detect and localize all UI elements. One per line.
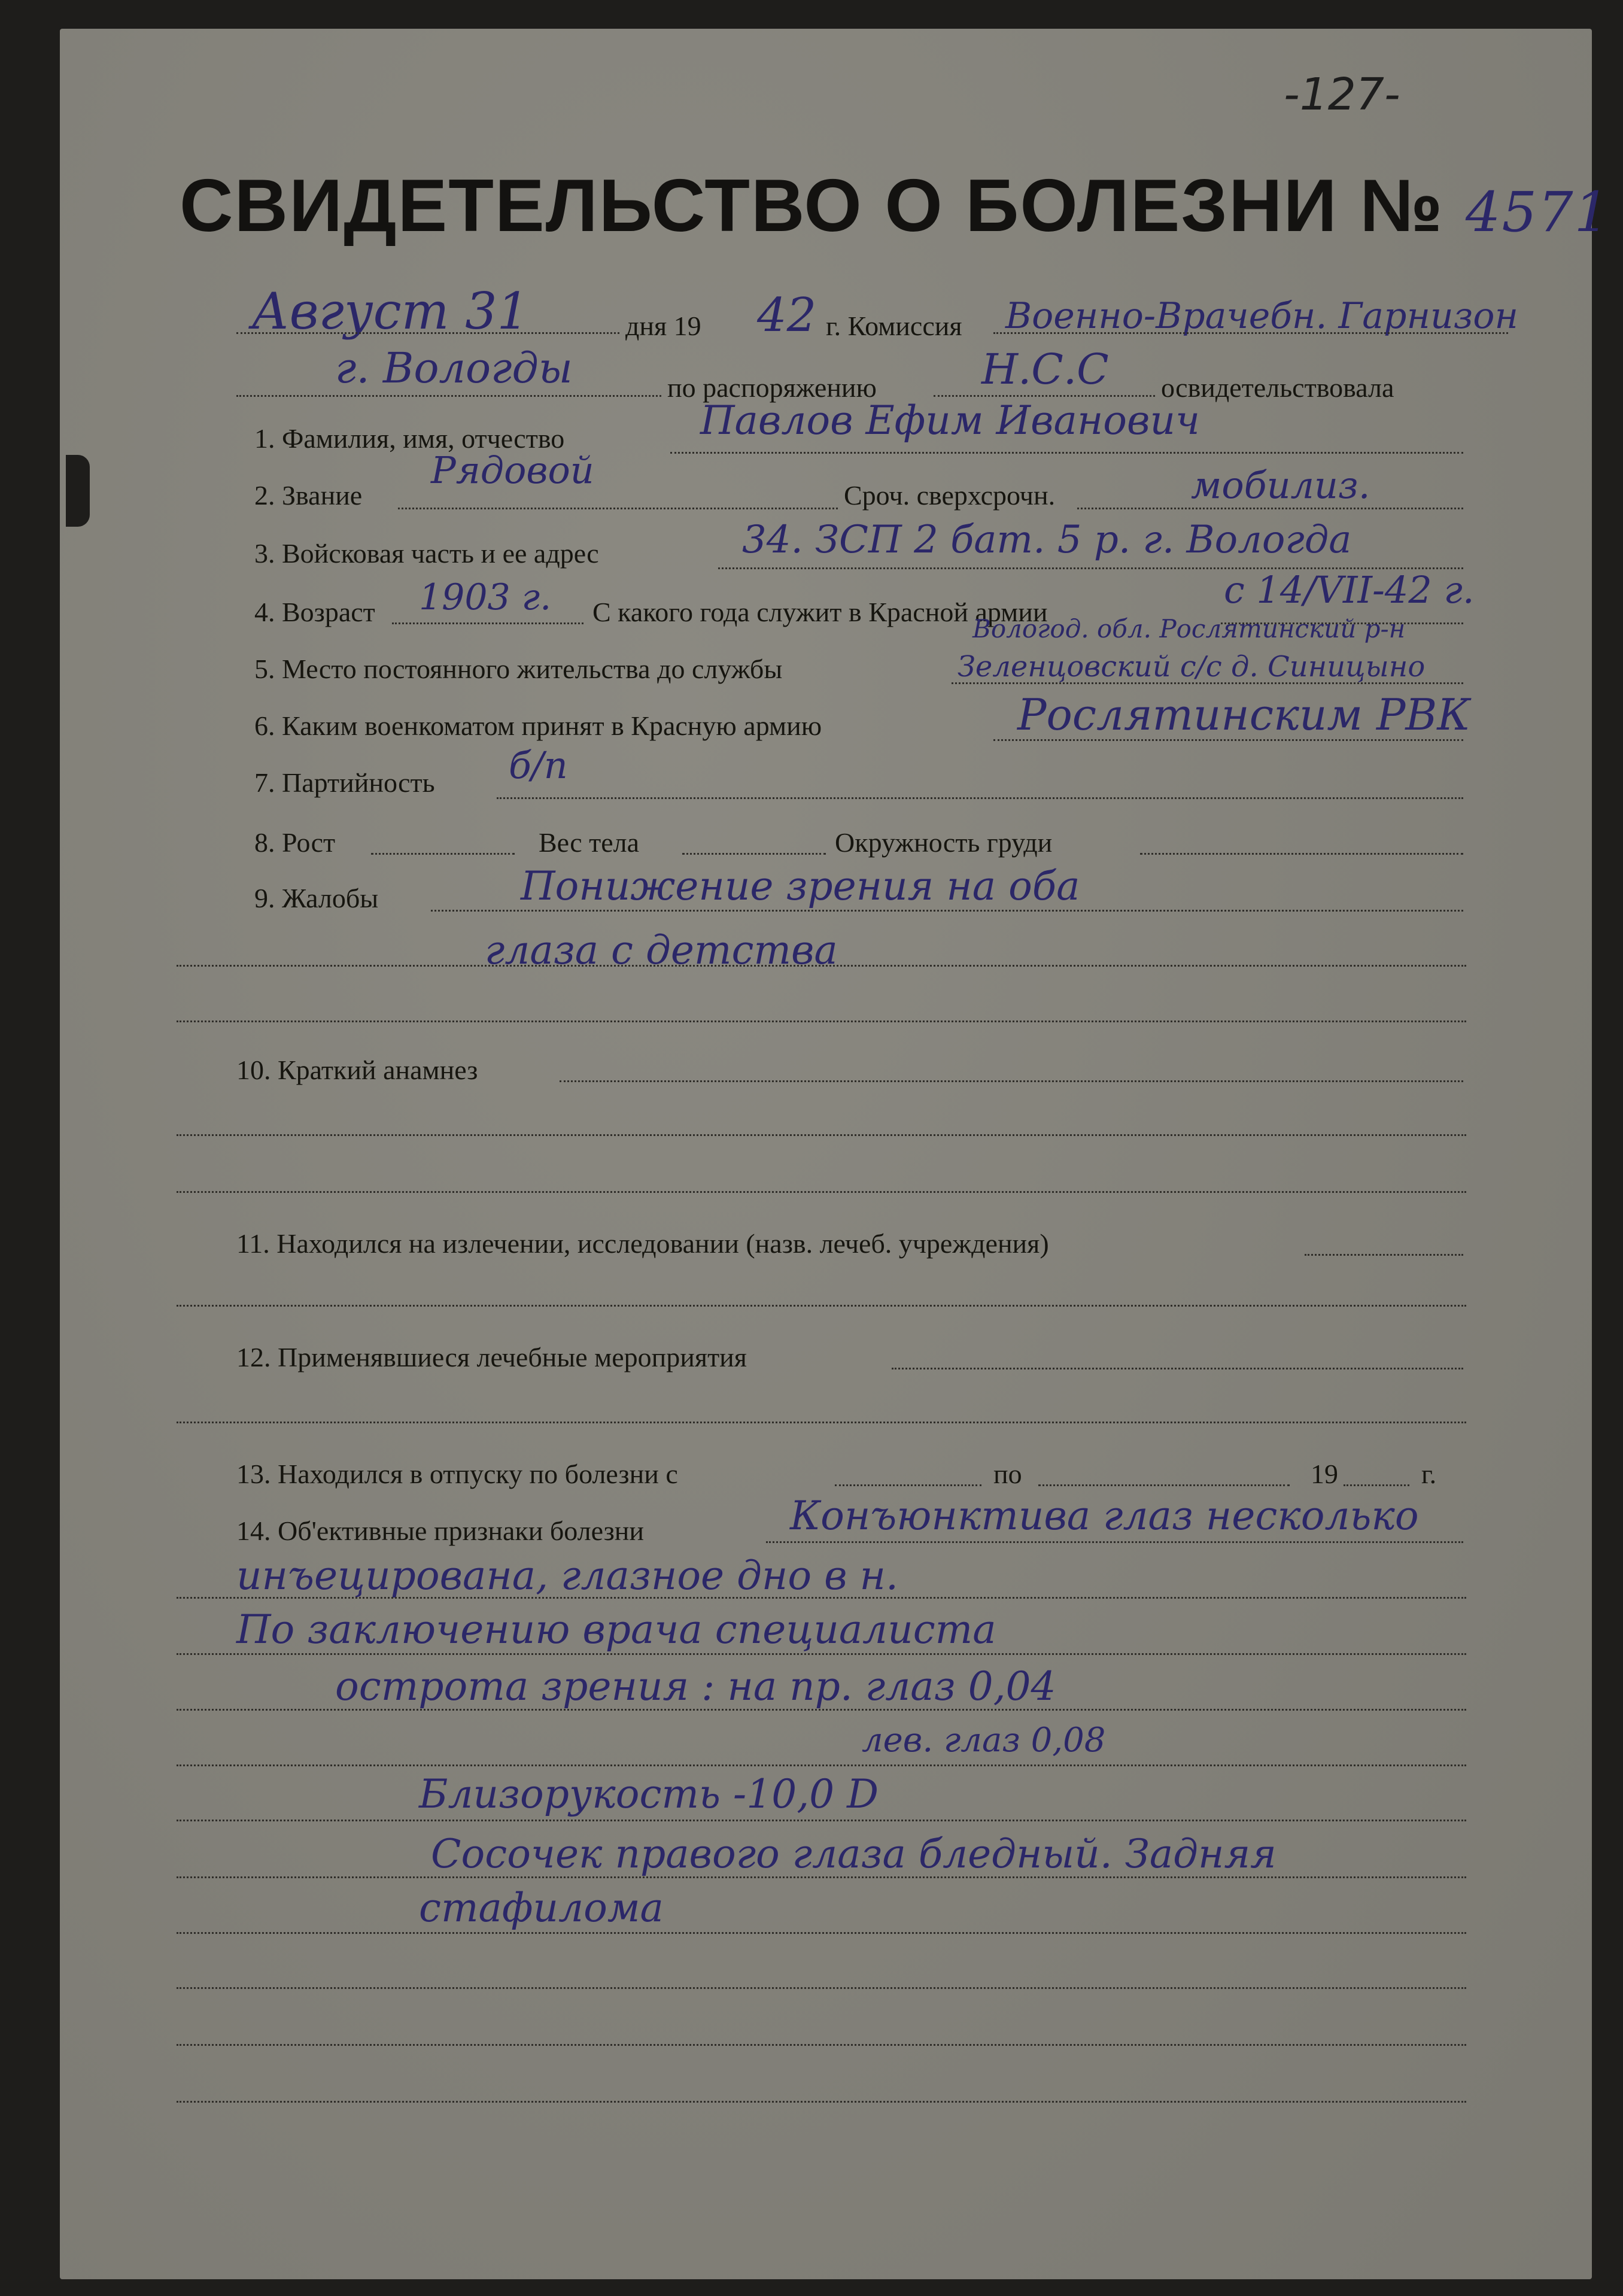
field-9-line-2: [177, 965, 1466, 967]
field-8b-label: Вес тела: [539, 827, 640, 858]
field-13-po: по: [993, 1459, 1022, 1489]
field-14-value-7: Сосочек правого глаза бледный. Задняя: [431, 1831, 1276, 1877]
date-line: [236, 332, 619, 334]
field-4-label: 4. Возраст: [254, 597, 375, 627]
field-14-value-6: Близорукость -10,0 D: [419, 1771, 879, 1817]
field-8c-label: Окружность груди: [835, 827, 1053, 858]
title-text: СВИДЕТЕЛЬСТВО О БОЛЕЗНИ №: [180, 165, 1444, 247]
field-2-value: Рядовой: [431, 448, 594, 492]
field-1-label: 1. Фамилия, имя, отчество: [254, 423, 565, 454]
field-14-line-6: [177, 1820, 1466, 1821]
field-7-label: 7. Партийность: [254, 767, 435, 798]
certificate-number: 4571: [1465, 180, 1611, 244]
field-2b-label: Сроч. сверхсрочн.: [844, 480, 1056, 511]
field-14-line-8: [177, 1932, 1466, 1934]
field-9-value-2: глаза с детства: [485, 927, 838, 973]
order-label: по распоряжению: [667, 372, 877, 403]
field-4-value: 1903 г.: [419, 576, 552, 618]
field-14-value-4: острота зрения : на пр. глаз 0,04: [335, 1663, 1056, 1709]
field-13-to-line: [1038, 1484, 1290, 1486]
field-7-line: [497, 797, 1463, 799]
examined-label: освидетельствовала: [1161, 372, 1394, 403]
field-4-line: [392, 622, 583, 624]
field-14-line-10: [177, 2044, 1466, 2046]
field-10-label: 10. Краткий анамнез: [236, 1055, 478, 1085]
field-4b-value: с 14/VII-42 г.: [1224, 568, 1475, 612]
field-5-line: [952, 682, 1463, 684]
document-title: [180, 165, 1611, 247]
field-7-value: б/п: [509, 743, 568, 787]
field-3-label: 3. Войсковая часть и ее адрес: [254, 538, 599, 569]
field-13-19: 19: [1311, 1459, 1338, 1489]
field-9-value-1: Понижение зрения на оба: [521, 863, 1080, 909]
date-day-month: Август 31: [251, 282, 529, 341]
field-9-label: 9. Жалобы: [254, 883, 379, 913]
field-13-from-line: [835, 1484, 981, 1486]
field-14-line-4: [177, 1709, 1466, 1711]
field-11-line-2: [177, 1305, 1466, 1307]
field-8c-line: [1140, 853, 1463, 855]
field-14-line-3: [177, 1653, 1466, 1655]
commission-label: г. Комиссия: [826, 311, 962, 341]
field-6-value: Рослятинским РВК: [1017, 690, 1471, 740]
field-11-label: 11. Находился на излечении, исследовании (назв. лечеб. учреждения): [236, 1228, 1049, 1259]
field-8-label: 8. Рост: [254, 827, 336, 858]
field-8-line: [371, 853, 515, 855]
field-4b-label: С какого года служит в Красной армии: [592, 597, 1048, 627]
field-14-value-2: инъецирована, глазное дно в н.: [236, 1553, 898, 1599]
field-1-line: [670, 452, 1463, 454]
field-6-label: 6. Каким военкоматом принят в Красную армию: [254, 710, 822, 741]
city-value: г. Вологды: [335, 344, 573, 393]
field-14-value-1: Конъюнктива глаз несколько: [790, 1493, 1419, 1539]
field-2-label: 2. Звание: [254, 480, 363, 511]
order-line: [934, 395, 1155, 397]
field-13-year-line: [1344, 1484, 1409, 1486]
field-14-line-7: [177, 1876, 1466, 1878]
field-14-value-8: стафилома: [419, 1885, 664, 1931]
field-5-label: 5. Место постоянного жительства до службы: [254, 654, 783, 684]
field-2b-line: [1077, 508, 1463, 509]
year-value: 42: [757, 288, 817, 342]
field-14-label: 14. Об'ективные признаки болезни: [236, 1516, 644, 1546]
field-10-line-3: [177, 1191, 1466, 1193]
order-value: Н.С.С: [981, 345, 1109, 394]
field-5-value-top: Вологод. обл. Рослятинский р-н: [972, 614, 1406, 643]
document-sheet: [60, 29, 1592, 2279]
field-3-value: 34. ЗСП 2 бат. 5 р. г. Вологда: [742, 518, 1352, 562]
field-6-line: [993, 739, 1463, 741]
field-14-line-11: [177, 2101, 1466, 2103]
field-14-line-5: [177, 1764, 1466, 1766]
field-14-line-9: [177, 1987, 1466, 1989]
field-14-value-3: По заключению врача специалиста: [236, 1606, 996, 1653]
field-5-value: Зеленцовский с/с д. Синицыно: [958, 650, 1426, 684]
punch-hole: [66, 455, 90, 527]
field-9-line-1: [431, 910, 1463, 912]
field-12-line-1: [892, 1368, 1463, 1369]
field-14-line-1: [766, 1541, 1463, 1543]
field-12-line-2: [177, 1422, 1466, 1423]
field-11-line-1: [1305, 1254, 1463, 1256]
page-number: -127-: [1284, 69, 1400, 120]
field-13-g: г.: [1421, 1459, 1437, 1489]
field-8b-line: [682, 853, 826, 855]
field-14-value-5: лев. глаз 0,08: [862, 1721, 1106, 1760]
field-2b-value: мобилиз.: [1191, 463, 1370, 507]
field-9-line-3: [177, 1021, 1466, 1022]
day-label: дня 19: [625, 311, 701, 341]
commission-line: [993, 332, 1508, 334]
field-10-line-1: [560, 1080, 1463, 1082]
field-13-label: 13. Находился в отпуску по болезни с: [236, 1459, 678, 1489]
city-line: [236, 395, 661, 397]
field-10-line-2: [177, 1134, 1466, 1136]
field-14-line-2: [177, 1597, 1466, 1599]
field-12-label: 12. Применявшиеся лечебные мероприятия: [236, 1342, 747, 1372]
commission-value: Военно-Врачебн. Гарнизон: [1005, 295, 1518, 337]
field-2-line: [398, 508, 838, 509]
field-1-value: Павлов Ефим Иванович: [700, 397, 1200, 444]
